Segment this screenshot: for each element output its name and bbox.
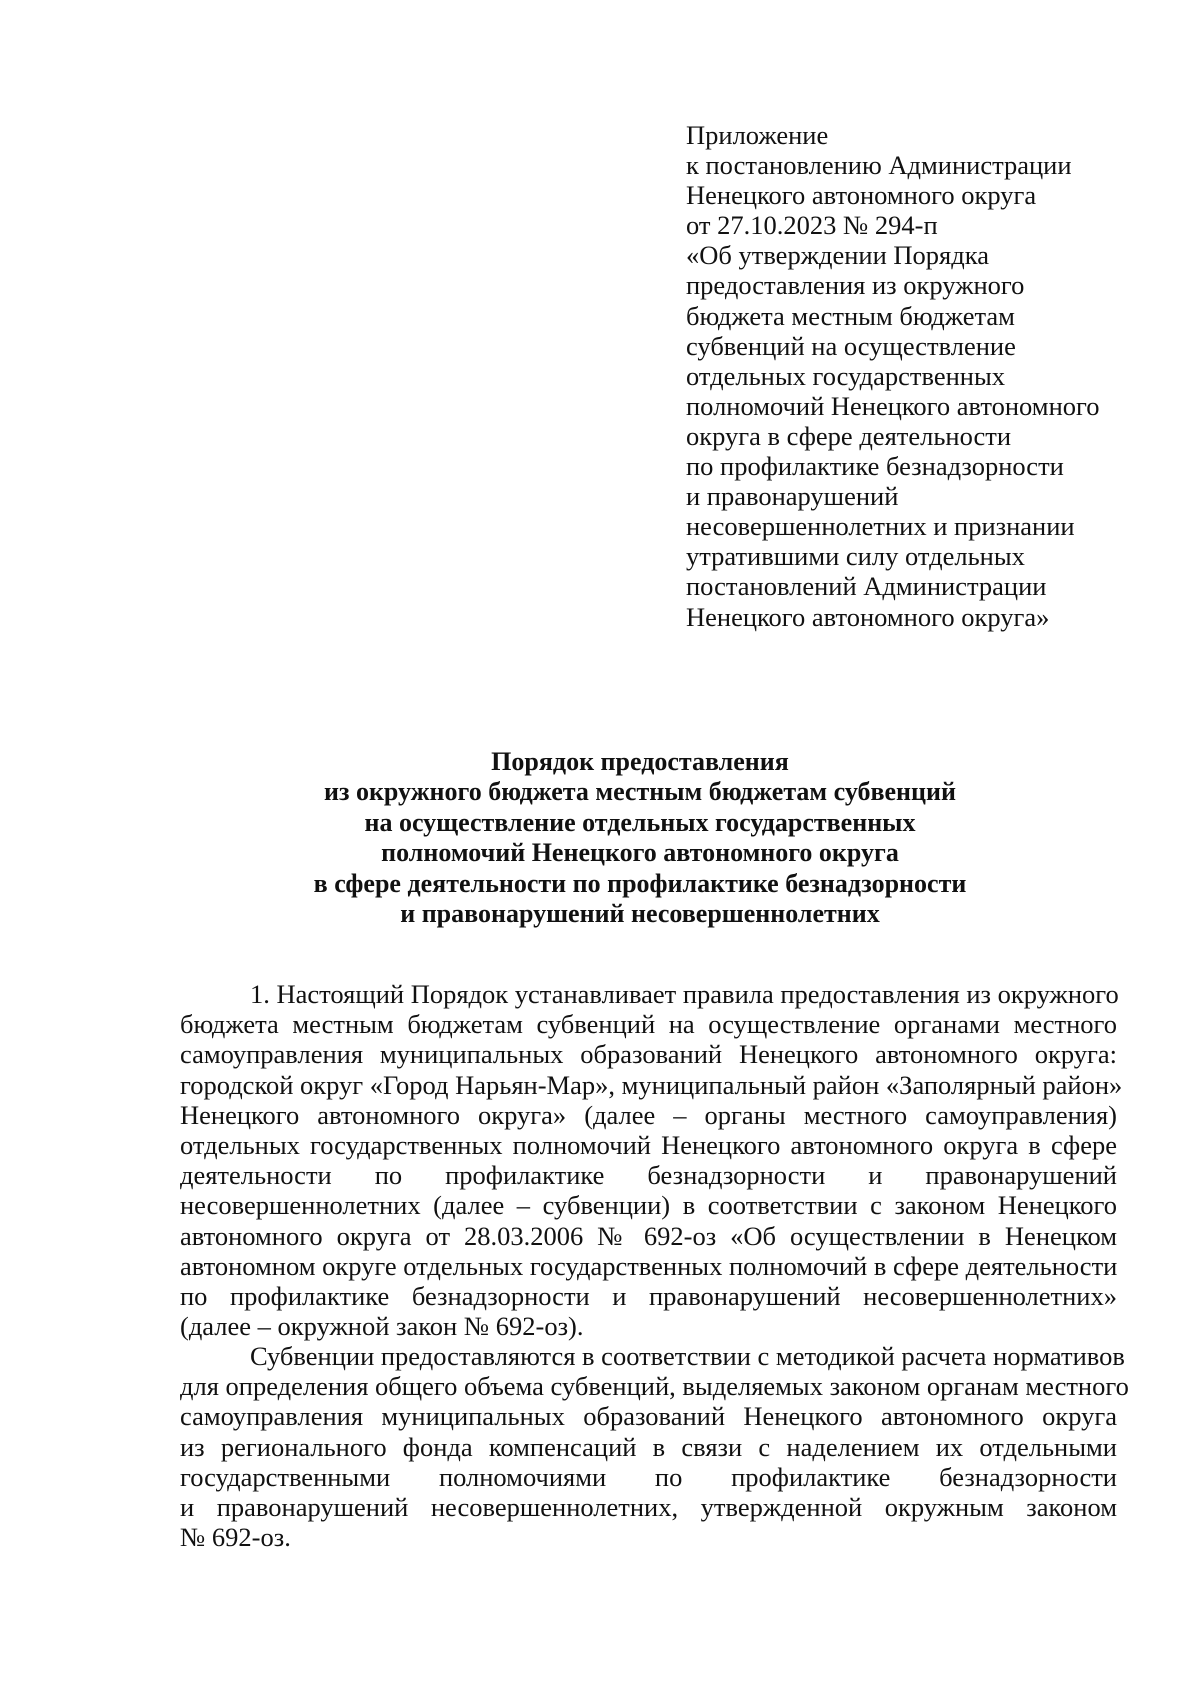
paragraph-line: для определения общего объема субвенций, выделяемых законом органам местного bbox=[180, 1371, 1129, 1402]
title-line: на осуществление отдельных государственных bbox=[364, 807, 916, 837]
paragraph-line: деятельности по профилактике безнадзорности и правонарушений bbox=[180, 1160, 1117, 1191]
paragraph-line: несовершеннолетних (далее – субвенции) в соответствии с законом Ненецкого bbox=[180, 1190, 1117, 1221]
appendix-line: от 27.10.2023 № 294-п bbox=[686, 210, 938, 241]
paragraph-line: государственными полномочиями по профилактике безнадзорности bbox=[180, 1461, 1117, 1492]
appendix-line: к постановлению Администрации bbox=[686, 150, 1072, 181]
appendix-line: утратившими силу отдельных bbox=[686, 541, 1025, 572]
appendix-line: полномочий Ненецкого автономного bbox=[686, 390, 1100, 421]
title-line: полномочий Ненецкого автономного округа bbox=[381, 838, 899, 868]
appendix-line: «Об утверждении Порядка bbox=[686, 240, 989, 271]
paragraph-line: автономного округа от 28.03.2006 № 692-оз «Об осуществлении в Ненецком bbox=[180, 1220, 1117, 1251]
paragraph-line: самоуправления муниципальных образований Ненецкого автономного округа: bbox=[180, 1039, 1117, 1070]
title-line: из окружного бюджета местным бюджетам субвенций bbox=[324, 777, 956, 807]
appendix-header bbox=[686, 120, 1156, 632]
appendix-line: Ненецкого автономного округа bbox=[686, 180, 1037, 211]
paragraph-line: и правонарушений несовершеннолетних, утвержденной окружным законом bbox=[180, 1492, 1117, 1523]
appendix-line: бюджета местным бюджетам bbox=[686, 300, 1015, 331]
document-title bbox=[160, 747, 1120, 929]
paragraph-line: 1. Настоящий Порядок устанавливает правила предоставления из окружного bbox=[250, 979, 1119, 1009]
appendix-line: Ненецкого автономного округа» bbox=[686, 601, 1050, 632]
appendix-line: округа в сфере деятельности bbox=[686, 420, 1012, 451]
paragraph-line: из регионального фонда компенсаций в связи с наделением их отдельными bbox=[180, 1431, 1117, 1462]
appendix-line: отдельных государственных bbox=[686, 360, 1006, 391]
appendix-line: постановлений Администрации bbox=[686, 571, 1047, 602]
paragraph-line: Ненецкого автономного округа» (далее – органы местного самоуправления) bbox=[180, 1099, 1117, 1130]
paragraph-line: по профилактике безнадзорности и правонарушений несовершеннолетних» bbox=[180, 1281, 1117, 1312]
appendix-line: по профилактике безнадзорности bbox=[686, 451, 1064, 482]
appendix-line: субвенций на осуществление bbox=[686, 330, 1016, 361]
paragraph-2 bbox=[180, 1341, 1129, 1553]
appendix-line: несовершеннолетних и признании bbox=[686, 511, 1075, 542]
paragraph-line: отдельных государственных полномочий Ненецкого автономного округа в сфере bbox=[180, 1130, 1117, 1161]
title-line: и правонарушений несовершеннолетних bbox=[400, 899, 880, 929]
paragraph-line: (далее – окружной закон № 692-оз). bbox=[180, 1311, 584, 1342]
paragraph-line: № 692-оз. bbox=[180, 1522, 291, 1553]
paragraph-line: городской округ «Город Нарьян-Мар», муниципальный район «Заполярный район» bbox=[180, 1069, 1123, 1100]
paragraph-line: бюджета местным бюджетам субвенций на осуществление органами местного bbox=[180, 1009, 1117, 1040]
paragraph-line: Субвенции предоставляются в соответствии с методикой расчета нормативов bbox=[250, 1341, 1125, 1371]
appendix-line: предоставления из окружного bbox=[686, 270, 1025, 301]
paragraph-1 bbox=[180, 979, 1123, 1342]
title-line: Порядок предоставления bbox=[491, 747, 789, 776]
appendix-line: и правонарушений bbox=[686, 481, 899, 512]
paragraph-line: автономном округе отдельных государственных полномочий в сфере деятельности bbox=[180, 1250, 1118, 1281]
title-line: в сфере деятельности по профилактике безнадзорности bbox=[313, 868, 967, 898]
appendix-line: Приложение bbox=[686, 120, 829, 150]
paragraph-line: самоуправления муниципальных образований Ненецкого автономного округа bbox=[180, 1401, 1117, 1432]
